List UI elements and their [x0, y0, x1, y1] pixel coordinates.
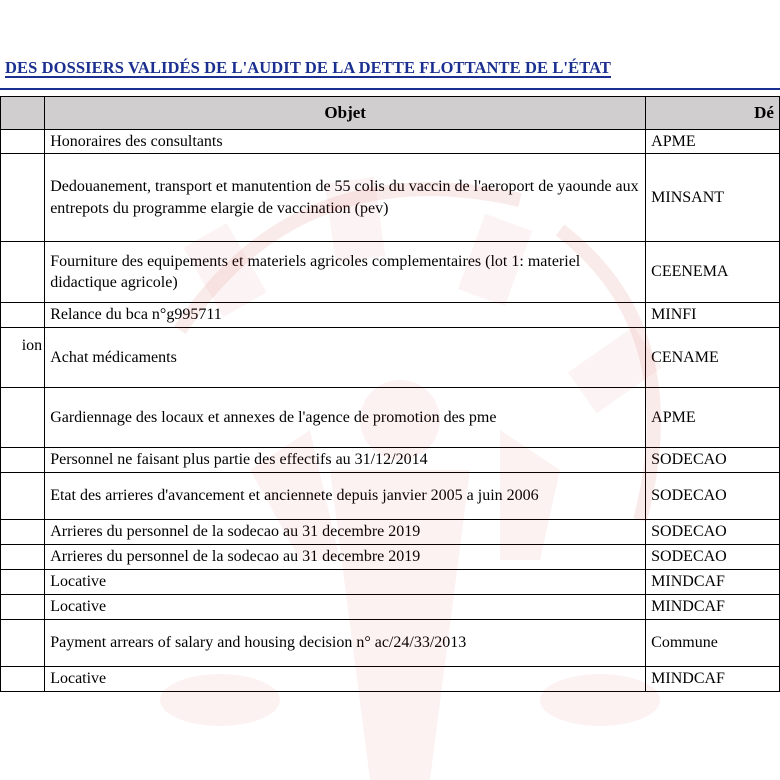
row-destinataire: MINSANT — [646, 154, 780, 242]
table-row — [1, 520, 780, 545]
row-left-cell — [1, 303, 45, 328]
row-left-cell — [1, 473, 45, 520]
row-objet: Relance du bca n°g995711 — [45, 303, 646, 328]
header-col0 — [1, 97, 45, 130]
row-left-cell — [1, 595, 45, 620]
table-row — [1, 473, 780, 520]
row-objet: Locative — [45, 667, 646, 692]
row-objet: Payment arrears of salary and housing decision n° ac/24/33/2013 — [45, 620, 646, 667]
table-row — [1, 448, 780, 473]
audit-table-container — [0, 96, 780, 692]
row-destinataire: MINDCAF — [646, 570, 780, 595]
row-left-cell — [1, 448, 45, 473]
row-objet: Dedouanement, transport et manutention de 55 colis du vaccin de l'aeroport de yaounde aux entrepots du programme elargie de vaccination (pev) — [45, 154, 646, 242]
row-objet: Arrieres du personnel de la sodecao au 31 decembre 2019 — [45, 545, 646, 570]
title-bar — [0, 58, 780, 88]
table-row — [1, 303, 780, 328]
row-objet: Arrieres du personnel de la sodecao au 31 decembre 2019 — [45, 520, 646, 545]
row-destinataire: SODECAO — [646, 545, 780, 570]
table-row — [1, 328, 780, 388]
table-row — [1, 545, 780, 570]
row-left-cell: ion — [1, 328, 45, 388]
row-destinataire: APME — [646, 388, 780, 448]
row-left-cell — [1, 570, 45, 595]
row-objet: Locative — [45, 570, 646, 595]
row-left-cell — [1, 130, 45, 154]
table-row — [1, 595, 780, 620]
row-destinataire: CEENEMA — [646, 242, 780, 303]
row-left-cell — [1, 545, 45, 570]
header-destinataire: Dé — [646, 97, 780, 130]
table-row — [1, 388, 780, 448]
row-destinataire: MINDCAF — [646, 667, 780, 692]
table-row — [1, 570, 780, 595]
row-destinataire: MINFI — [646, 303, 780, 328]
row-destinataire: MINDCAF — [646, 595, 780, 620]
row-left-cell — [1, 242, 45, 303]
row-destinataire: SODECAO — [646, 473, 780, 520]
row-destinataire: SODECAO — [646, 448, 780, 473]
row-objet: Honoraires des consultants — [45, 130, 646, 154]
row-objet: Personnel ne faisant plus partie des effectifs au 31/12/2014 — [45, 448, 646, 473]
row-left-cell — [1, 620, 45, 667]
table-row — [1, 667, 780, 692]
row-left-cell — [1, 667, 45, 692]
table-row — [1, 130, 780, 154]
row-objet: Gardiennage des locaux et annexes de l'agence de promotion des pme — [45, 388, 646, 448]
table-row — [1, 242, 780, 303]
row-objet: Achat médicaments — [45, 328, 646, 388]
row-destinataire: Commune — [646, 620, 780, 667]
row-destinataire: APME — [646, 130, 780, 154]
row-left-cell — [1, 388, 45, 448]
table-row — [1, 154, 780, 242]
row-left-cell — [1, 520, 45, 545]
audit-table — [0, 96, 780, 692]
row-destinataire: SODECAO — [646, 520, 780, 545]
row-objet: Fourniture des equipements et materiels agricoles complementaires (lot 1: materiel didactique agricole) — [45, 242, 646, 303]
table-row — [1, 620, 780, 667]
page-title: DES DOSSIERS VALIDÉS DE L'AUDIT DE LA DETTE FLOTTANTE DE L'ÉTAT — [5, 58, 611, 77]
title-rule — [0, 88, 780, 90]
row-objet: Locative — [45, 595, 646, 620]
row-objet: Etat des arrieres d'avancement et anciennete depuis janvier 2005 a juin 2006 — [45, 473, 646, 520]
row-destinataire: CENAME — [646, 328, 780, 388]
row-left-cell — [1, 154, 45, 242]
header-objet: Objet — [45, 97, 646, 130]
table-header-row — [1, 97, 780, 130]
